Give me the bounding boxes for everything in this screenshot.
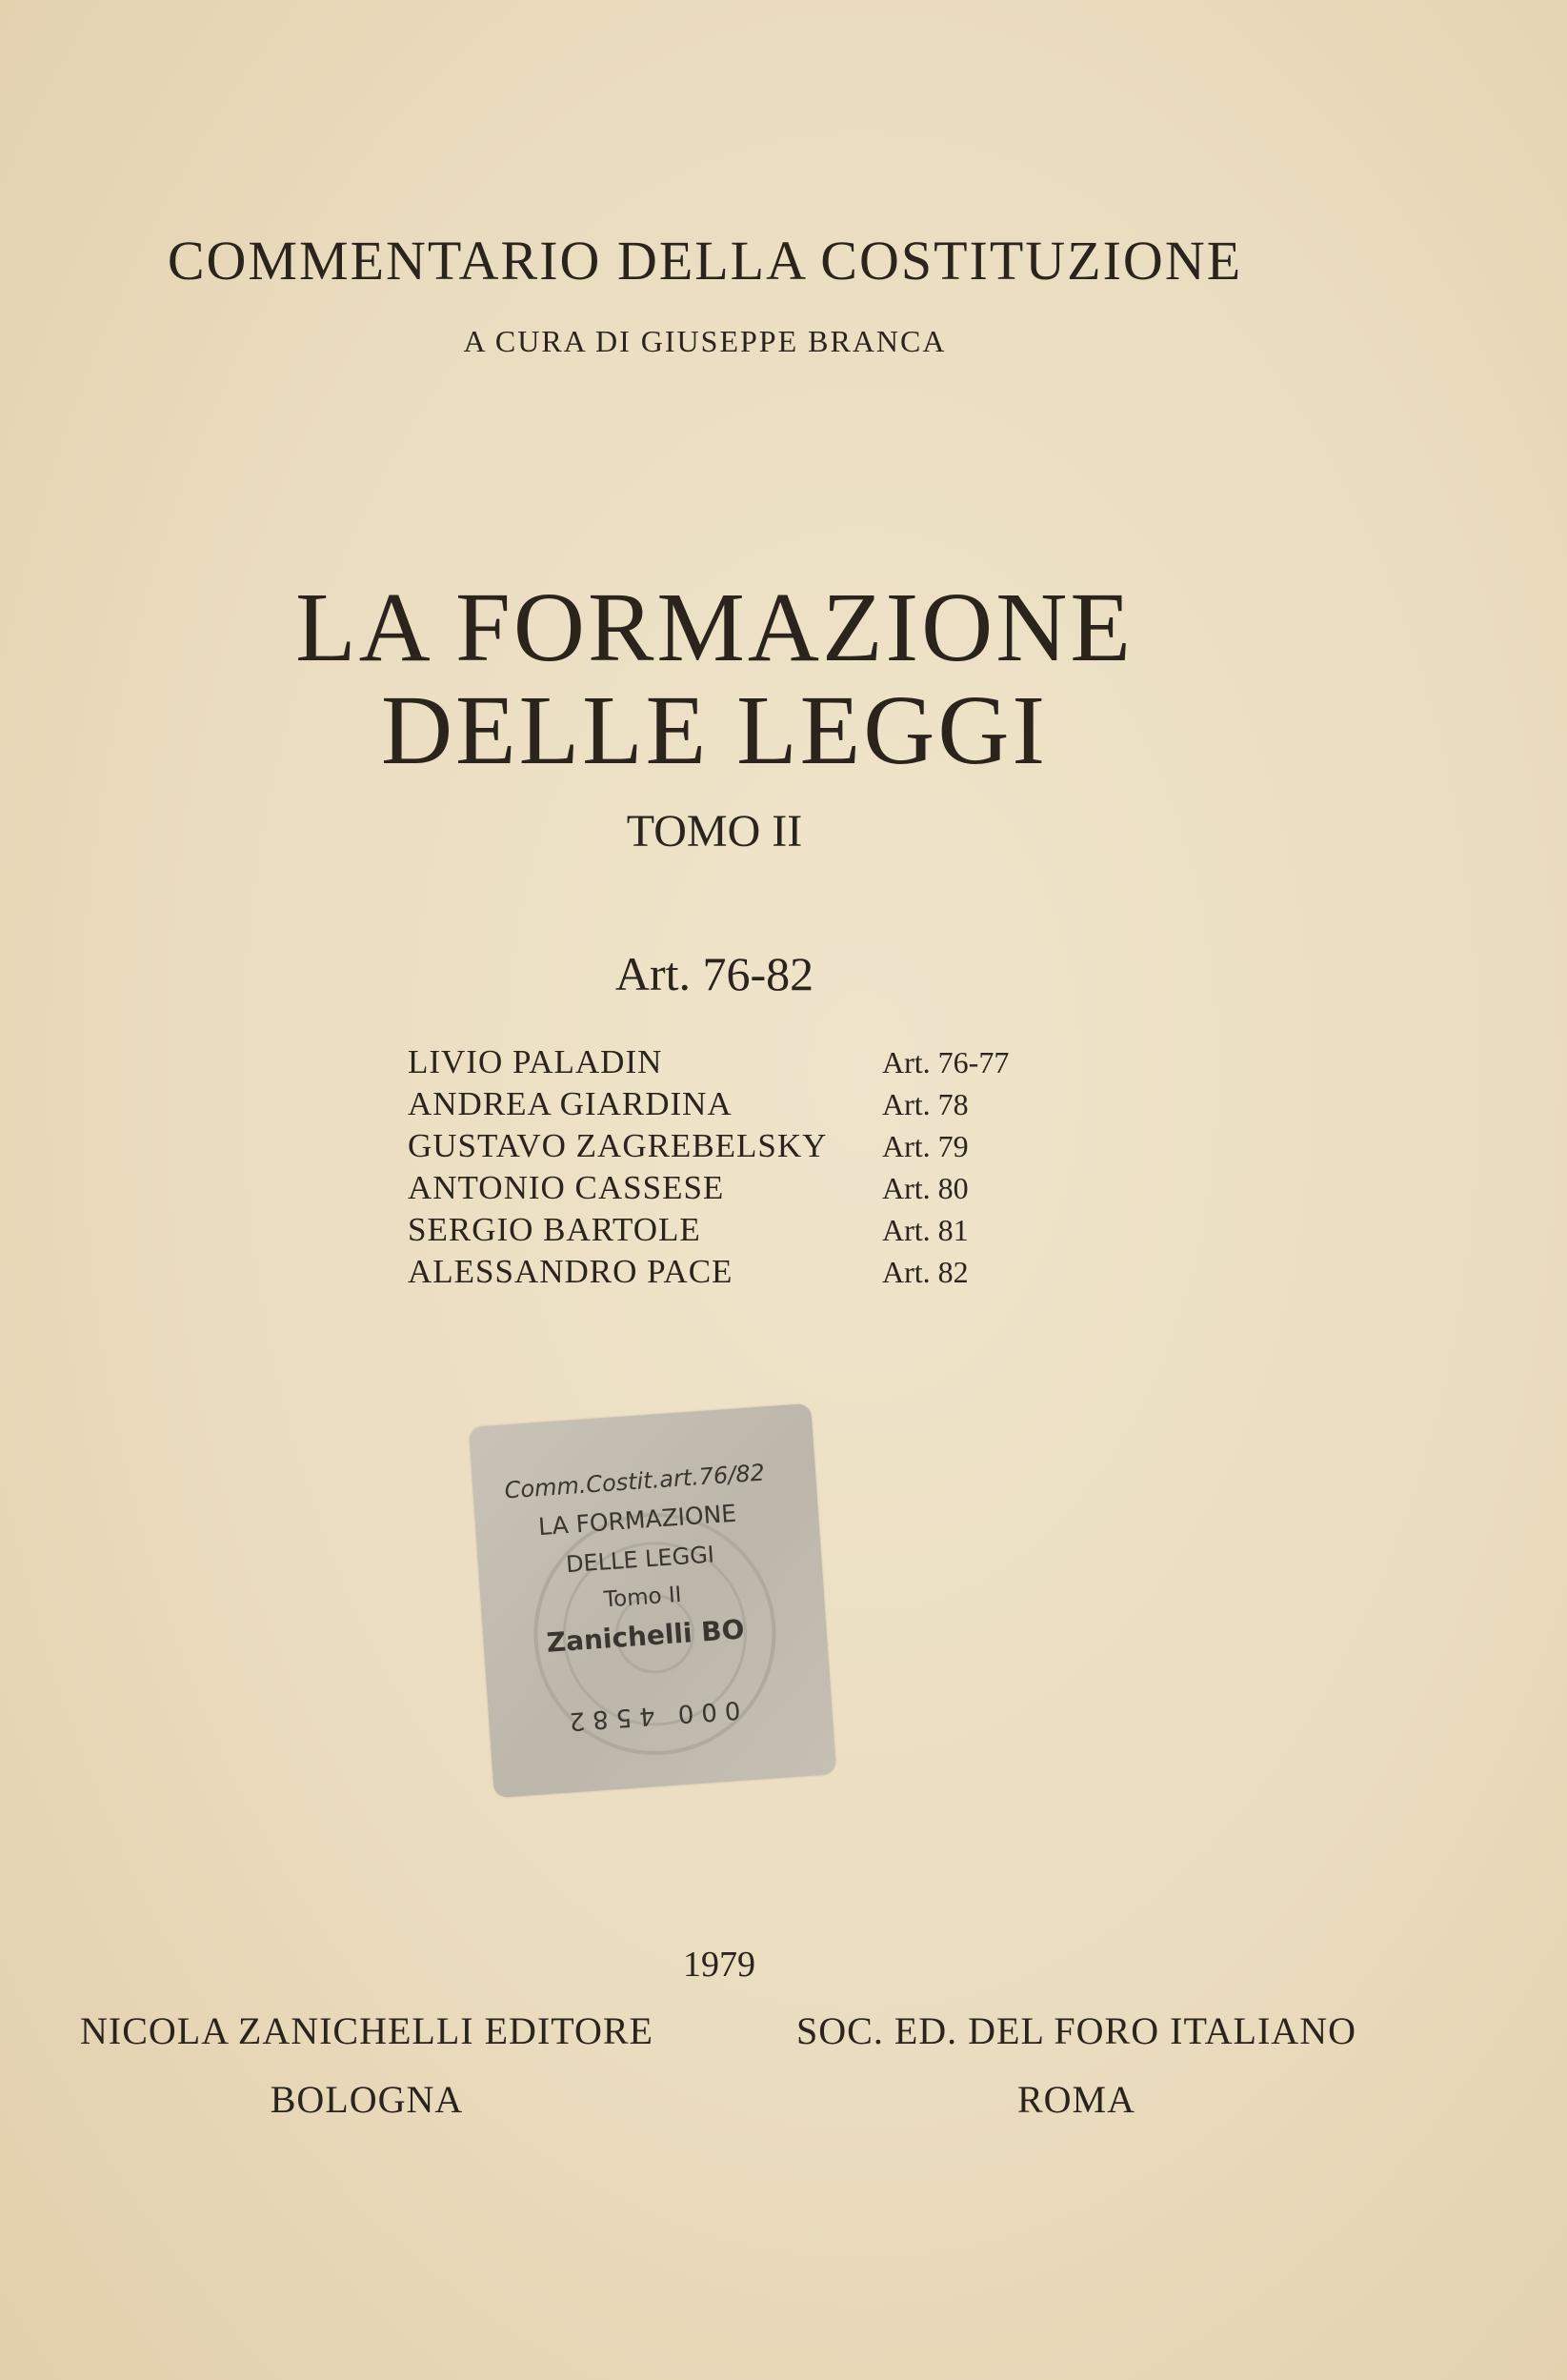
series-title: COMMENTARIO DELLA COSTITUZIONE [167, 230, 1243, 292]
author-row [408, 1167, 1009, 1209]
author-articles: Art. 81 [882, 1213, 969, 1247]
author-name: ANTONIO CASSESE [408, 1169, 725, 1206]
author-row [408, 1083, 1009, 1125]
publication-year: 1979 [683, 1945, 755, 1985]
stamp-title-line: LA FORMAZIONE [537, 1499, 737, 1542]
stamp-publisher: Zanichelli BO [545, 1613, 746, 1659]
book-title-line-2: DELLE LEGGI [380, 676, 1049, 785]
publisher-name: NICOLA ZANICHELLI EDITORE [80, 2009, 653, 2052]
author-name: ANDREA GIARDINA [408, 1085, 733, 1122]
author-articles: Art. 82 [882, 1255, 969, 1289]
author-articles: Art. 79 [882, 1129, 969, 1163]
stamp-volume-line: Tomo II [603, 1582, 683, 1613]
author-name: SERGIO BARTOLE [408, 1211, 701, 1248]
author-row [408, 1041, 1009, 1083]
author-row [408, 1251, 1009, 1293]
library-stamp [469, 1403, 836, 1798]
author-name: GUSTAVO ZAGREBELSKY [408, 1127, 828, 1164]
publisher-name: SOC. ED. DEL FORO ITALIANO [796, 2009, 1356, 2052]
stamp-title-line: DELLE LEGGI [565, 1541, 715, 1579]
stamp-number: 000 4582 [560, 1694, 742, 1736]
author-articles: Art. 80 [882, 1171, 969, 1205]
author-name: ALESSANDRO PACE [408, 1253, 733, 1290]
author-name: LIVIO PALADIN [408, 1043, 663, 1080]
volume-label: TOMO II [626, 806, 803, 857]
book-title-line-1: LA FORMAZIONE [295, 573, 1134, 682]
articles-range: Art. 76-82 [614, 947, 814, 1000]
stamp-code: Comm.Costit.art.76/82 [503, 1459, 766, 1504]
book-title [0, 573, 1429, 785]
publisher-city: BOLOGNA [270, 2078, 464, 2121]
author-row [408, 1125, 1009, 1167]
author-row [408, 1209, 1009, 1251]
author-articles: Art. 78 [882, 1087, 969, 1121]
editor-line: A CURA DI GIUSEPPE BRANCA [463, 324, 947, 358]
authors-table [408, 1041, 1009, 1293]
publisher-city: ROMA [1016, 2078, 1136, 2121]
author-articles: Art. 76-77 [882, 1045, 1010, 1079]
